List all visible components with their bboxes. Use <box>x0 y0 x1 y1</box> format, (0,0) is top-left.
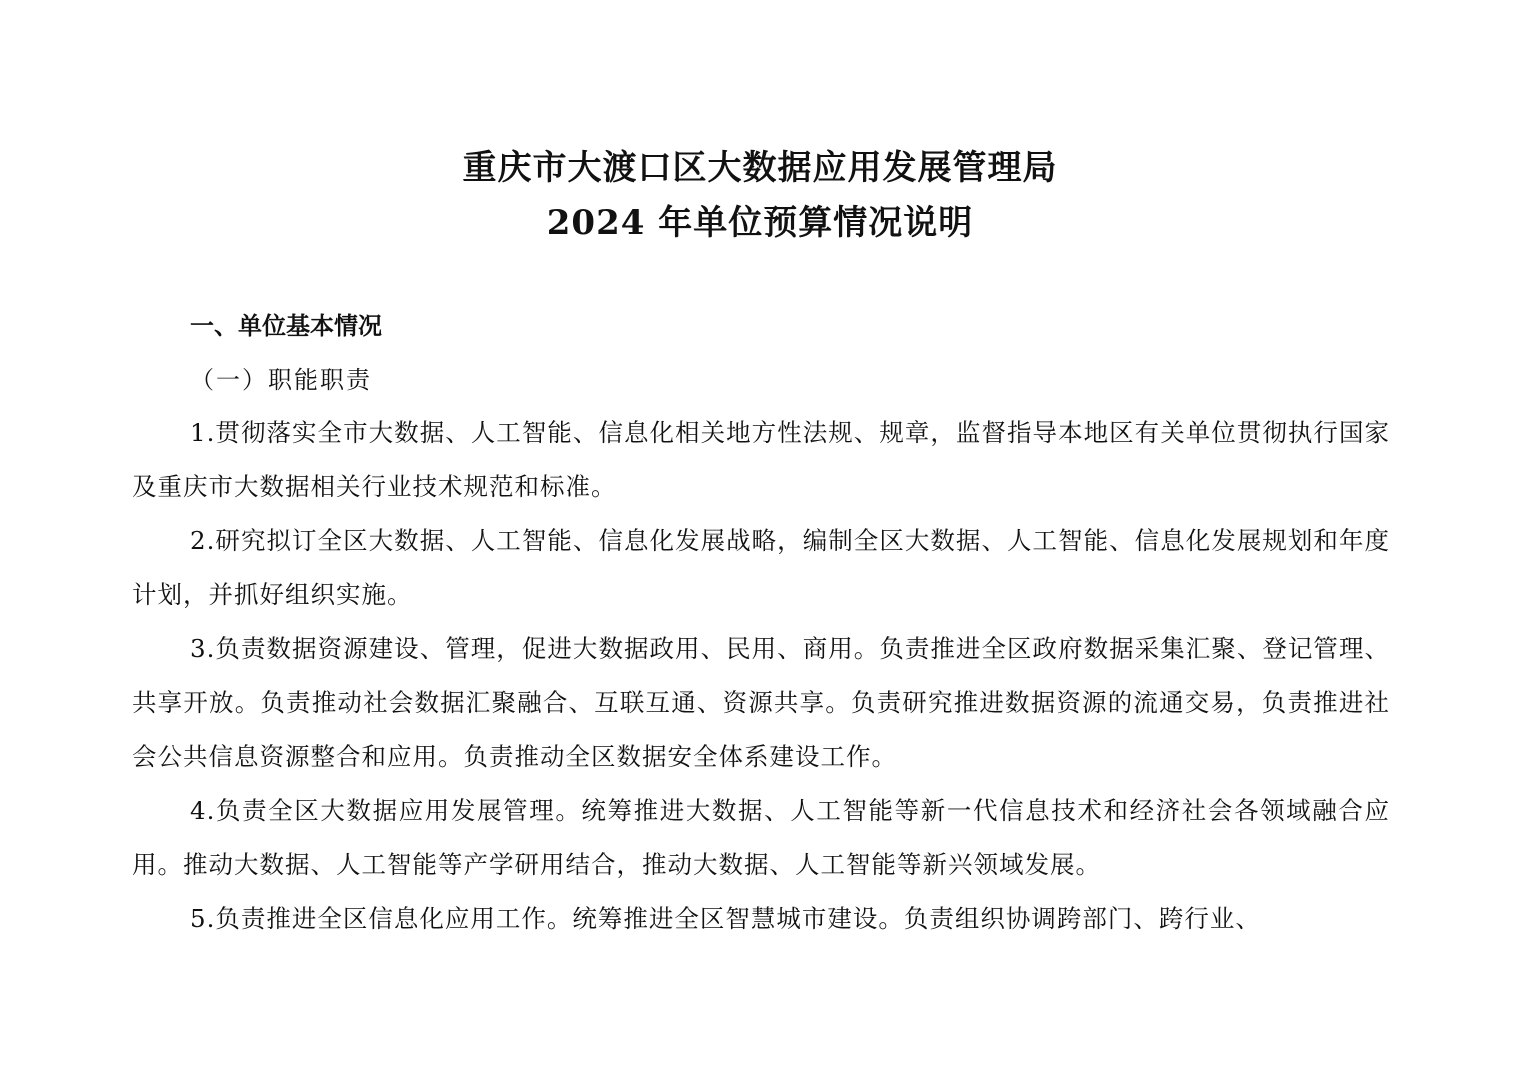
paragraph-duty-5: 5.负责推进全区信息化应用工作。统筹推进全区智慧城市建设。负责组织协调跨部门、跨行业、 <box>190 904 1261 933</box>
paragraph-duty-2: 2.研究拟订全区大数据、人工智能、信息化发展战略，编制全区大数据、人工智能、信息化发展规划和年度计划，并抓好组织实施。 <box>132 526 1390 609</box>
document-title-line2: 2024 年单位预算情况说明 <box>546 203 974 243</box>
paragraph-duty-1: 1.贯彻落实全市大数据、人工智能、信息化相关地方性法规、规章，监督指导本地区有关单位贯彻执行国家及重庆市大数据相关行业技术规范和标准。 <box>132 418 1390 501</box>
paragraph-duty-3: 3.负责数据资源建设、管理，促进大数据政用、民用、商用。负责推进全区政府数据采集汇聚、登记管理、共享开放。负责推动社会数据汇聚融合、互联互通、资源共享。负责研究推进数据资源的流通交易，负责推进社会公共信息资源整合和应用。负责推动全区数据安全体系建设工作。 <box>132 634 1390 771</box>
section-heading-basic-info: 一、单位基本情况 <box>190 311 382 340</box>
subsection-heading-duties: （一）职能职责 <box>190 366 372 394</box>
paragraph-duty-4: 4.负责全区大数据应用发展管理。统筹推进大数据、人工智能等新一代信息技术和经济社会各领域融合应用。推动大数据、人工智能等产学研用结合，推动大数据、人工智能等新兴领域发展。 <box>132 796 1390 879</box>
document-title-line1: 重庆市大渡口区大数据应用发展管理局 <box>462 148 1058 188</box>
